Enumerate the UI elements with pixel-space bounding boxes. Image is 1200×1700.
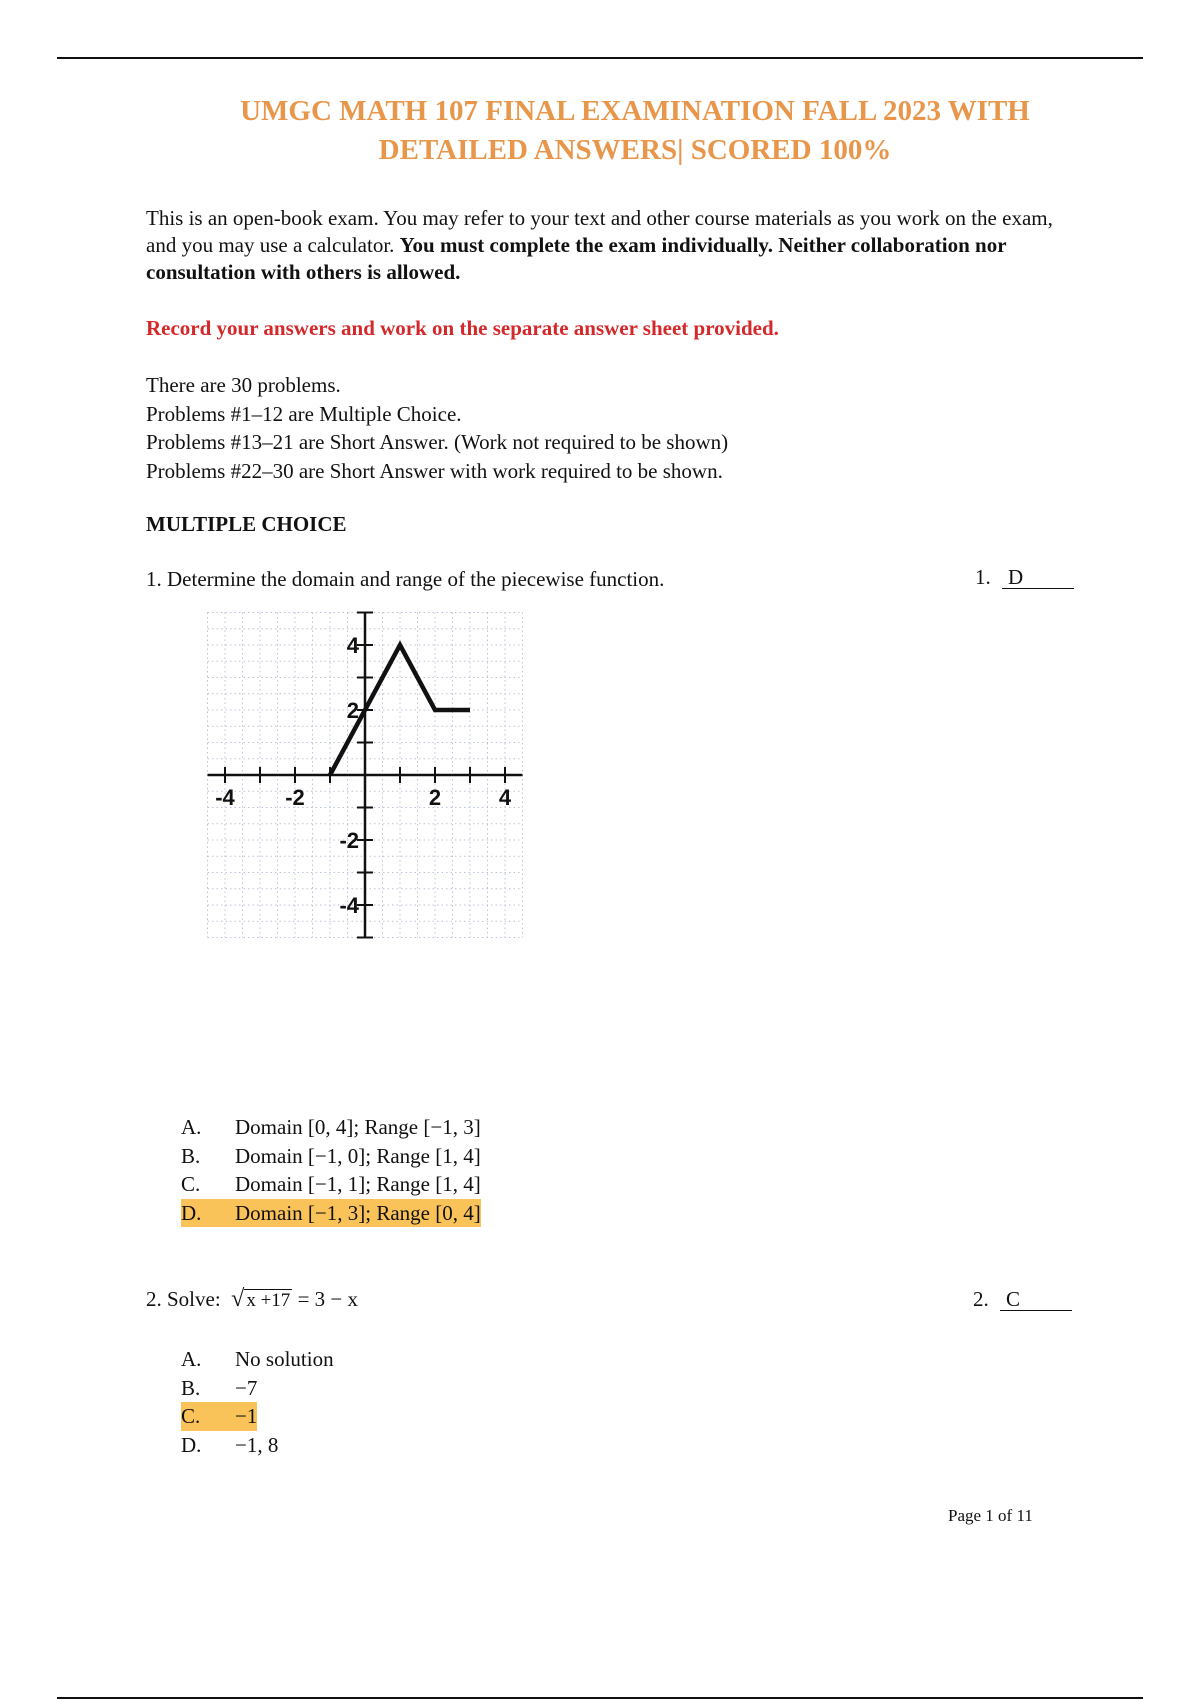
option-a[interactable] xyxy=(181,1113,481,1142)
option-letter: B. xyxy=(181,1375,201,1400)
radicand: x +17 xyxy=(246,1290,291,1311)
question-1-answer-slot xyxy=(975,565,1074,590)
option-letter: A. xyxy=(181,1115,202,1139)
option-text: Domain [−1, 0]; Range [1, 4] xyxy=(235,1143,481,1168)
x-tick-label: -2 xyxy=(285,785,305,810)
question-2-answer-slot xyxy=(973,1287,1072,1312)
intro-paragraph xyxy=(146,205,1076,286)
intro-bold-text: You must complete the exam individually. Neither collaboration nor consultation with others is allowed. xyxy=(146,233,1007,284)
answer-number: 2. xyxy=(973,1287,989,1311)
intro-text: This is an open-book exam. You may refer to your text and other course materials as you work on the exam, and you may use a calculator. xyxy=(146,206,1053,257)
x-tick-label: 4 xyxy=(498,785,512,810)
y-tick-label: -2 xyxy=(339,828,359,853)
x-tick-label: -4 xyxy=(215,785,235,810)
title-line-1: UMGC MATH 107 FINAL EXAMINATION FALL 2023 WITH xyxy=(240,95,1030,127)
option-letter: A. xyxy=(181,1347,202,1371)
option-text: No solution xyxy=(235,1347,334,1371)
count-line: Problems #13–21 are Short Answer. (Work not required to be shown) xyxy=(146,430,729,454)
count-line: There are 30 problems. xyxy=(146,373,341,397)
question-2-options xyxy=(181,1345,334,1459)
graph-axes xyxy=(208,613,523,938)
question-2-prompt xyxy=(146,1286,358,1313)
answer-value: C xyxy=(1000,1288,1072,1311)
option-letter: B. xyxy=(181,1143,201,1168)
option-text: Domain [−1, 1]; Range [1, 4] xyxy=(235,1172,481,1196)
option-c[interactable] xyxy=(181,1170,481,1199)
problem-count-list xyxy=(146,371,728,485)
option-a[interactable] xyxy=(181,1345,334,1374)
option-d-selected[interactable] xyxy=(181,1199,481,1228)
option-c-selected[interactable] xyxy=(181,1402,334,1431)
count-line: Problems #1–12 are Multiple Choice. xyxy=(146,401,462,426)
option-b[interactable] xyxy=(181,1374,334,1403)
y-tick-label: 4 xyxy=(346,633,359,658)
option-text: −1, 8 xyxy=(235,1432,279,1457)
question-1-prompt: 1. Determine the domain and range of the piecewise function. xyxy=(146,567,665,591)
answer-number: 1. xyxy=(975,565,991,589)
option-text: Domain [−1, 3]; Range [0, 4] xyxy=(235,1200,481,1225)
option-text: −1 xyxy=(235,1404,258,1428)
bottom-rule xyxy=(57,1697,1143,1699)
square-root-expression xyxy=(231,1286,292,1313)
question-1-options xyxy=(181,1113,481,1227)
x-tick-label: 2 xyxy=(428,785,442,810)
count-line: Problems #22–30 are Short Answer with work required to be shown. xyxy=(146,458,723,483)
answer-sheet-note: Record your answers and work on the separate answer sheet provided. xyxy=(146,316,779,340)
section-heading: MULTIPLE CHOICE xyxy=(146,512,347,536)
option-letter: C. xyxy=(181,1404,201,1428)
option-text: −7 xyxy=(235,1375,258,1400)
piecewise-function-graph xyxy=(200,597,530,952)
title-line-2: DETAILED ANSWERS| SCORED 100% xyxy=(378,134,892,166)
option-letter: D. xyxy=(181,1200,202,1225)
radical-sign: √ xyxy=(231,1286,245,1312)
question-2-label: 2. Solve: xyxy=(146,1287,221,1311)
document-title xyxy=(100,92,1170,170)
option-text: Domain [0, 4]; Range [−1, 3] xyxy=(235,1115,481,1139)
option-d[interactable] xyxy=(181,1431,334,1460)
y-tick-label: 2 xyxy=(346,698,359,723)
answer-value: D xyxy=(1002,566,1074,589)
top-rule xyxy=(57,57,1143,59)
option-letter: D. xyxy=(181,1432,202,1457)
equation-rhs: = 3 − x xyxy=(292,1287,358,1311)
option-b[interactable] xyxy=(181,1142,481,1171)
option-letter: C. xyxy=(181,1172,201,1196)
y-tick-label: -4 xyxy=(339,893,359,918)
page-number: Page 1 of 11 xyxy=(948,1506,1033,1525)
